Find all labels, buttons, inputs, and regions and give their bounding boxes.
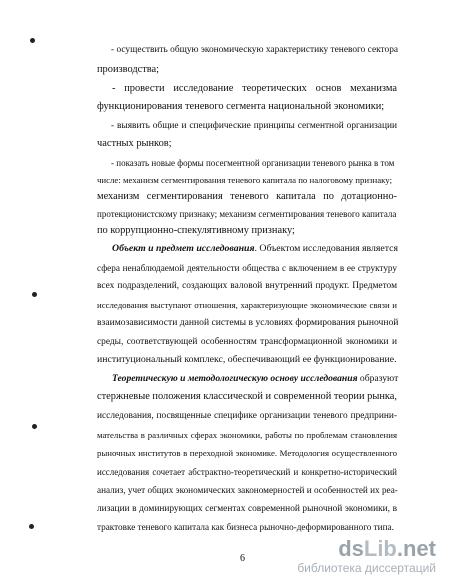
watermark-logo [297, 537, 436, 561]
text-line: исследования, посвященные специфике организации теневого предприни- [97, 411, 397, 421]
text-line: частных рынков; [97, 138, 172, 149]
text-line: рыночных институтов в переходной экономике. Методология осуществленного [97, 448, 397, 458]
text-line: сфера ненаблюдаемой деятельности общества с включением в ее структуру [97, 263, 397, 273]
text-line: лизации в доминирующих сегментах современной рыночной экономики, в [97, 504, 397, 514]
text-line: мательства в различных сферах экономики, работы по проблемам становления [97, 430, 397, 440]
text-line: - провести исследование теоретических основ механизма [112, 83, 397, 94]
page-number: 6 [240, 553, 245, 564]
text-line: среды, соответствующей особенностям трансформационной экономики и [97, 337, 397, 347]
text-line: по коррупционно-спекулятивному признаку; [97, 225, 295, 236]
margin-dot-lower [32, 424, 37, 429]
text-line: взаимозависимости данной системы в условиях формирования рыночной [97, 317, 399, 328]
watermark-logo-ds: ds [338, 536, 364, 561]
section-heading-object: Объект и предмет исследования [112, 243, 255, 254]
text-run: . Объектом исследования является [254, 243, 399, 254]
watermark-logo-lib: Lib [363, 536, 397, 561]
section-heading-theory: Теоретическую и методологическую основу исследования [112, 373, 358, 384]
text-line: анализ, учет общих экономических закономерностей и особенностей их реа- [97, 485, 398, 495]
text-line: всех подразделений, создающих валовой внутренний продукт. Предметом [97, 281, 397, 291]
text-line: числе: механизм сегментирования теневого капитала по налоговому признаку; [97, 175, 393, 185]
text-line [112, 373, 397, 385]
text-line: исследования выступают отношения, характеризующие экономические связи и [97, 300, 397, 310]
text-line: производства; [97, 64, 160, 75]
text-line: механизм сегментирования теневого капитала по дотационно- [97, 191, 397, 202]
text-line: стержневые положения классической и современной теории рынка, [97, 391, 397, 402]
watermark [297, 537, 436, 575]
watermark-subtitle: библиотека диссертаций [297, 561, 436, 575]
text-line: - показать новые формы посегментной организации теневого рынка в том [111, 158, 395, 168]
margin-dot-middle [32, 292, 37, 297]
text-line [112, 243, 397, 255]
margin-dot-bottom [29, 524, 34, 529]
text-line: трактовке теневого капитала как бизнеса рыночно-деформированного типа. [97, 522, 394, 532]
text-line: институциональный комплекс, обеспечивающий ее функционирование. [97, 354, 397, 365]
text-line: - осуществить общую экономическую характеристику теневого сектора [111, 45, 399, 55]
watermark-logo-net: .net [396, 536, 436, 561]
text-line: - выявить общие и специфические принципы сегментной организации [111, 121, 397, 131]
margin-dot-top [30, 38, 35, 43]
text-line: протекционистскому признаку; механизм сегментирования теневого капитала [97, 209, 397, 219]
text-line: функционирования теневого сегмента национальной экономики; [97, 101, 385, 112]
text-run: образуют [357, 373, 399, 384]
text-line: исследования сочетает абстрактно-теоретический и конкретно-исторический [97, 467, 397, 477]
